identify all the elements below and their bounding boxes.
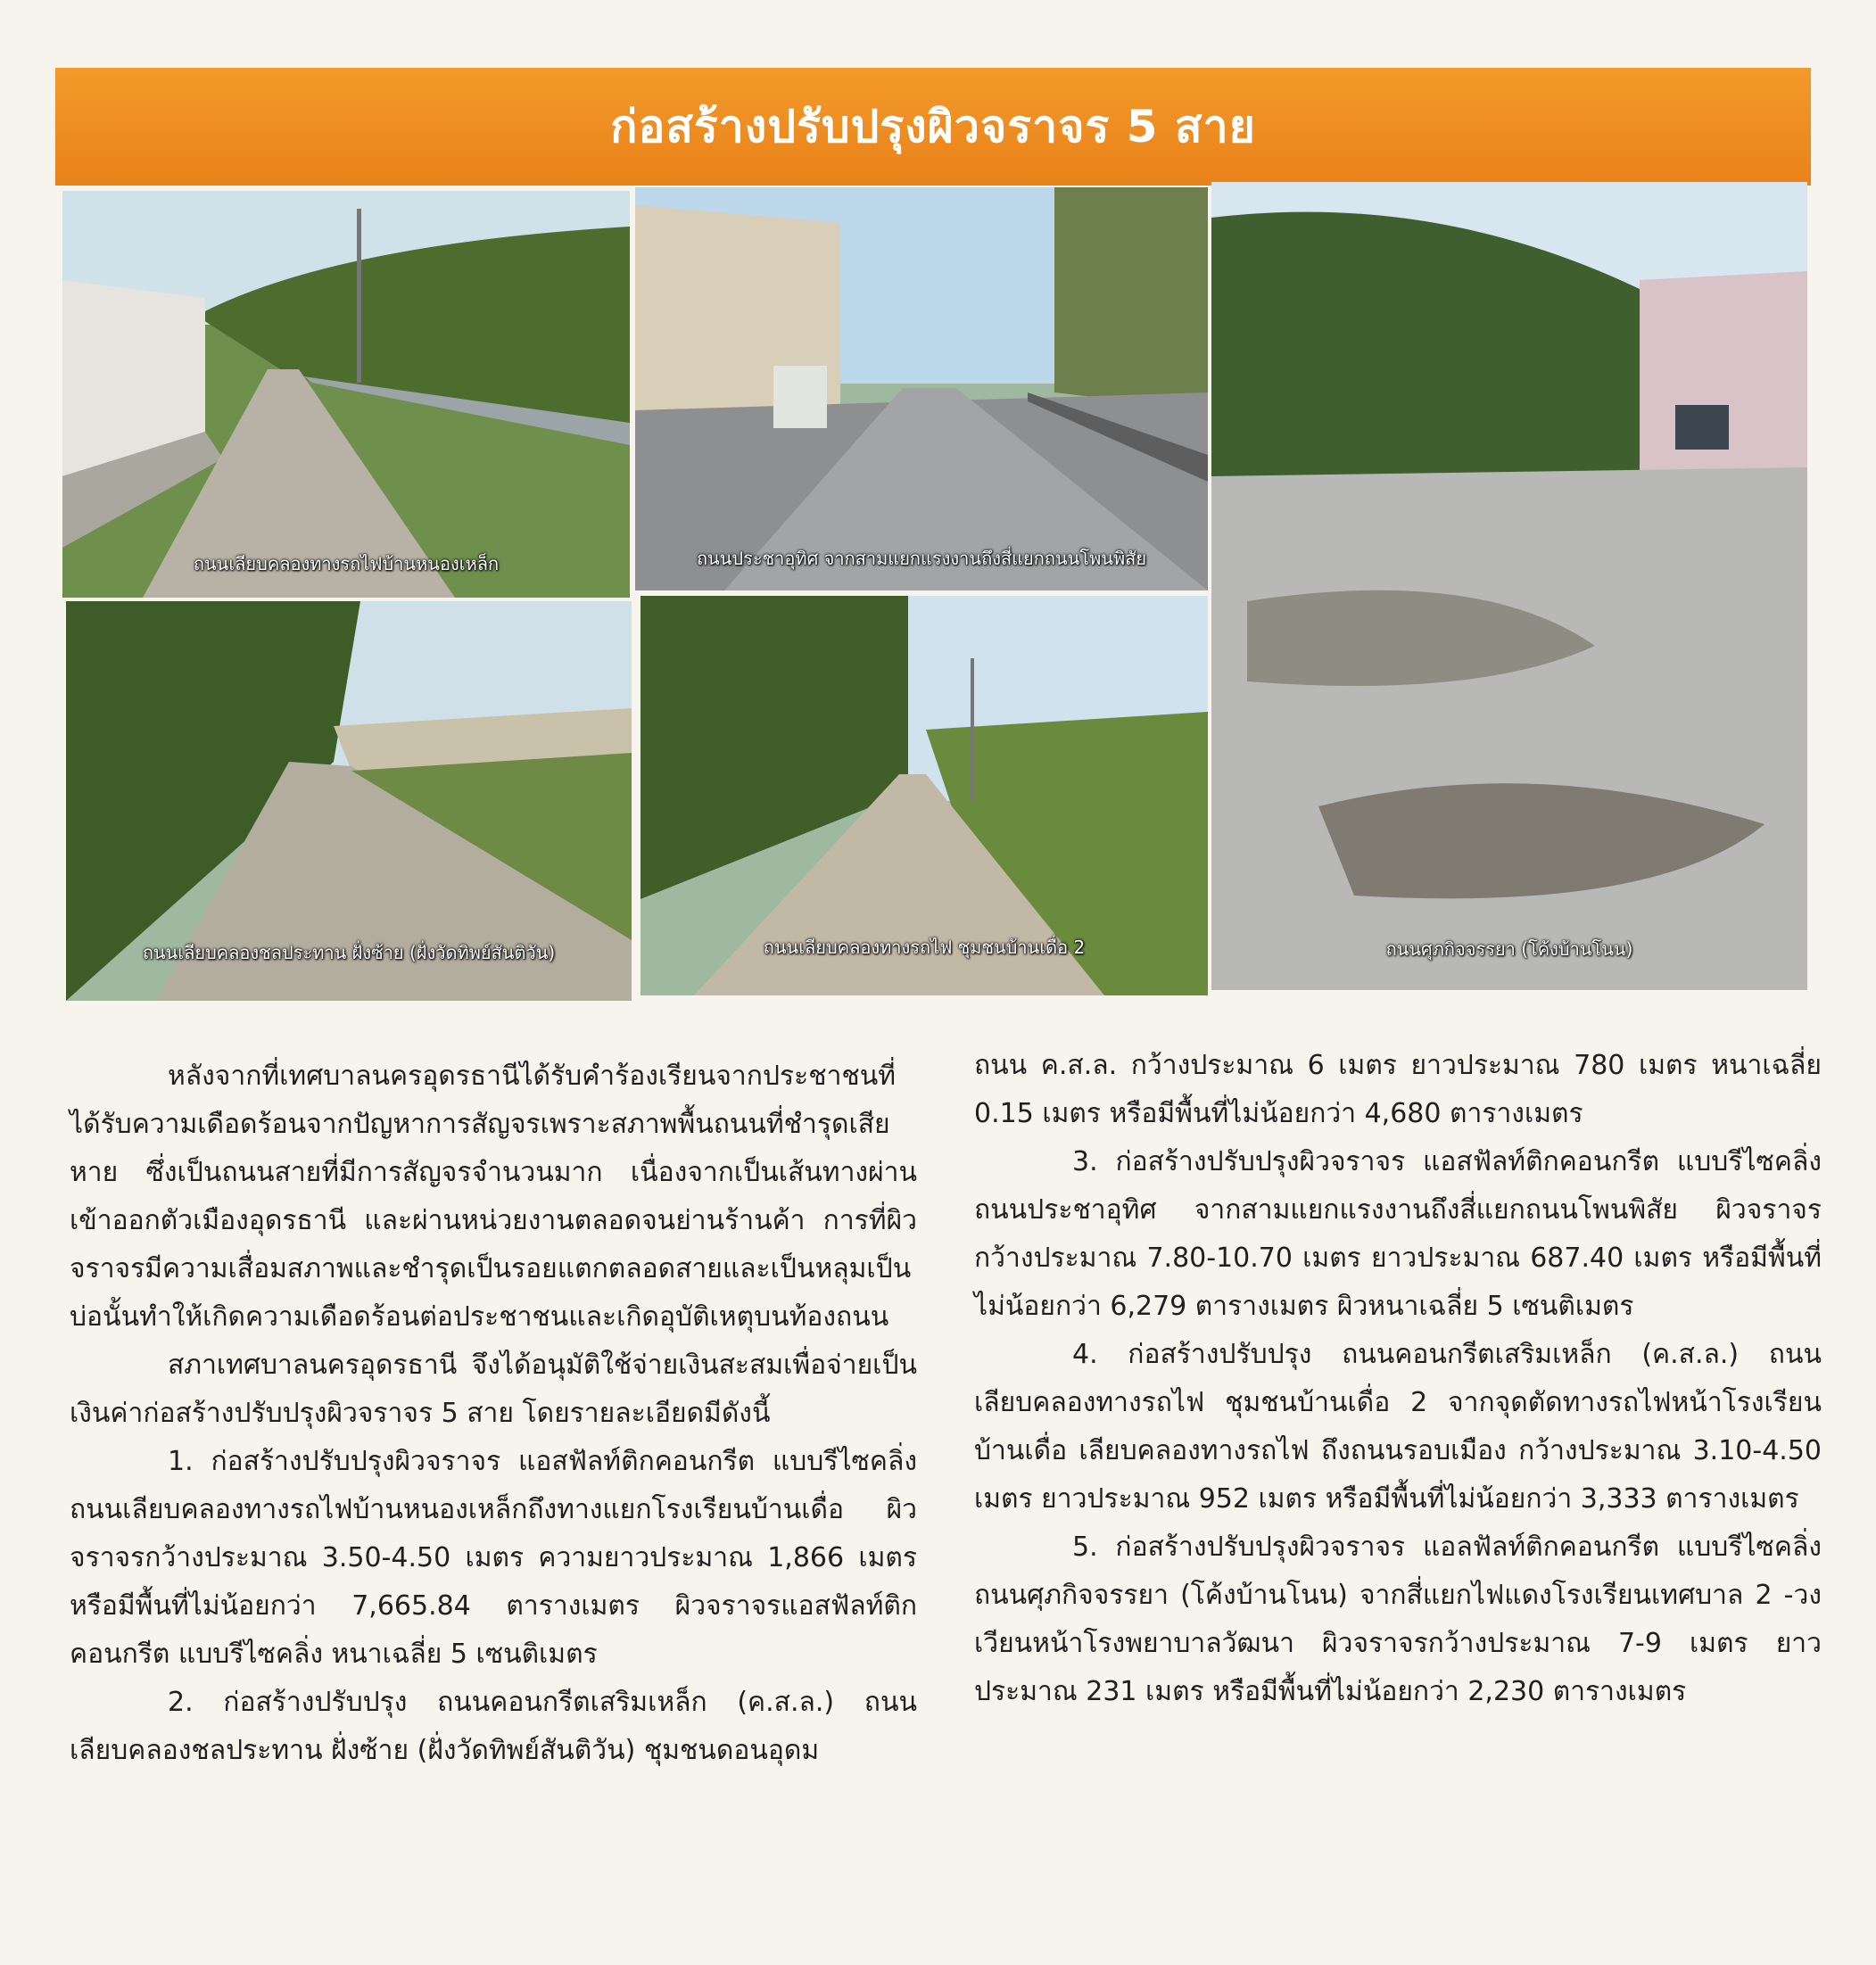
photo-irrigation-canal-road-left [66,601,632,1001]
title-banner [55,68,1811,186]
photo-caption: ถนนเลียบคลองทางรถไฟ ชุมชนบ้านเดื่อ 2 [763,937,1086,958]
page-title: ก่อสร้างปรับปรุงผิวจราจร 5 สาย [610,100,1256,153]
body-column-left [70,1053,917,1775]
photo-caption: ถนนศุภกิจจรรยา (โค้งบ้านโนน) [1385,938,1633,960]
photo-caption: ถนนเลียบคลองชลประทาน ฝั่งซ้าย (ฝั่งวัดทิพย์สันติวัน) [142,942,556,963]
paragraph: 5. ก่อสร้างปรับปรุงผิวจราจร แอลฟัลท์ติกคอนกรีต แบบรีไซคลิ่ง ถนนศุภกิจจรรยา (โค้งบ้านโนน) จากสี่แยกไฟแดงโรงเรียนเทศบาล 2 -วงเวียนหน้าโรงพยาบาลวัฒนา ผิวจราจรกว้างประมาณ 7-9 เมตร ยาวประมาณ 231 เมตร หรือมีพื้นที่ไม่น้อยกว่า 2,230 ตารางเมตร [974,1532,1822,1707]
photo-caption: ถนนเลียบคลองทางรถไฟบ้านหนองเหล็ก [193,553,500,574]
paragraph: หลังจากที่เทศบาลนครอุดรธานีได้รับคำร้องเรียนจากประชาชนที่ได้รับความเดือดร้อนจากปัญหาการสัญจรเพราะสภาพพื้นถนนที่ชำรุดเสียหาย ซึ่งเป็นถนนสายที่มีการสัญจรจำนวนมาก เนื่องจากเป็นเส้นทางผ่านเข้าออกตัวเมืองอุดรธานี และผ่านหน่วยงานตลอดจนย่านร้านค้า การที่ผิวจราจรมีความเสื่อมสภาพและชำรุดเป็นรอยแตกตลอดสายและเป็นหลุมเป็นบ่อนั้นทำให้เกิดความเดือดร้อนต่อประชาชนและเกิดอุบัติเหตุบนท้องถนน [70,1061,917,1333]
paragraph: สภาเทศบาลนครอุดรธานี จึงได้อนุมัติใช้จ่ายเงินสะสมเพื่อจ่ายเป็นเงินค่าก่อสร้างปรับปรุงผิวจราจร 5 สาย โดยรายละเอียดมีดังนี้ [70,1350,917,1429]
photo-caption: ถนนประชาอุทิศ จากสามแยกแรงงานถึงสี่แยกถนนโพนพิสัย [696,548,1147,569]
paragraph: 3. ก่อสร้างปรับปรุงผิวจราจร แอสฟัลท์ติกคอนกรีต แบบรีไซคลิ่ง ถนนประชาอุทิศ จากสามแยกแรงงานถึงสี่แยกถนนโพนพิสัย ผิวจราจรกว้างประมาณ 7.80-10.70 เมตร ยาวประมาณ 687.40 เมตร หรือมีพื้นที่ไม่น้อยกว่า 6,279 ตารางเมตร ผิวหนาเฉลี่ย 5 เซนติเมตร [974,1146,1822,1322]
body-column-right [974,1042,1822,1716]
photo-railway-canal-road-nong-lek [62,191,630,598]
photo-image [62,191,630,598]
photo-image [635,187,1208,590]
paragraph: 2. ก่อสร้างปรับปรุง ถนนคอนกรีตเสริมเหล็ก (ค.ส.ล.) ถนนเลียบคลองชลประทาน ฝั่งซ้าย (ฝั่งวัดทิพย์สันติวัน) ชุมชนดอนอุดม [70,1687,917,1766]
paragraph: 4. ก่อสร้างปรับปรุง ถนนคอนกรีตเสริมเหล็ก (ค.ส.ล.) ถนนเลียบคลองทางรถไฟ ชุมชนบ้านเดื่อ 2 จากจุดตัดทางรถไฟหน้าโรงเรียนบ้านเดื่อ เลียบคลองทางรถไฟ ถึงถนนรอบเมือง กว้างประมาณ 3.10-4.50 เมตร ยาวประมาณ 952 เมตร หรือมีพื้นที่ไม่น้อยกว่า 3,333 ตารางเมตร [974,1339,1822,1515]
photo-image [1211,182,1807,990]
photo-railway-canal-road-ban-duea [640,596,1208,995]
paragraph: 1. ก่อสร้างปรับปรุงผิวจราจร แอสฟัลท์ติกคอนกรีต แบบรีไซคลิ่ง ถนนเลียบคลองทางรถไฟบ้านหนองเหล็กถึงทางแยกโรงเรียนบ้านเดื่อ ผิวจราจรกว้างประมาณ 3.50-4.50 เมตร ความยาวประมาณ 1,866 เมตร หรือมีพื้นที่ไม่น้อยกว่า 7,665.84 ตารางเมตร ผิวจราจรแอสฟัลท์ติกคอนกรีต แบบรีไซคลิ่ง หนาเฉลี่ย 5 เซนติเมตร [70,1446,917,1670]
photo-pracha-uthit-road [635,187,1208,590]
paragraph: ถนน ค.ส.ล. กว้างประมาณ 6 เมตร ยาวประมาณ 780 เมตร หนาเฉลี่ย 0.15 เมตร หรือมีพื้นที่ไม่น้อยกว่า 4,680 ตารางเมตร [974,1050,1822,1129]
photo-suphakit-chanya-road [1211,182,1807,990]
